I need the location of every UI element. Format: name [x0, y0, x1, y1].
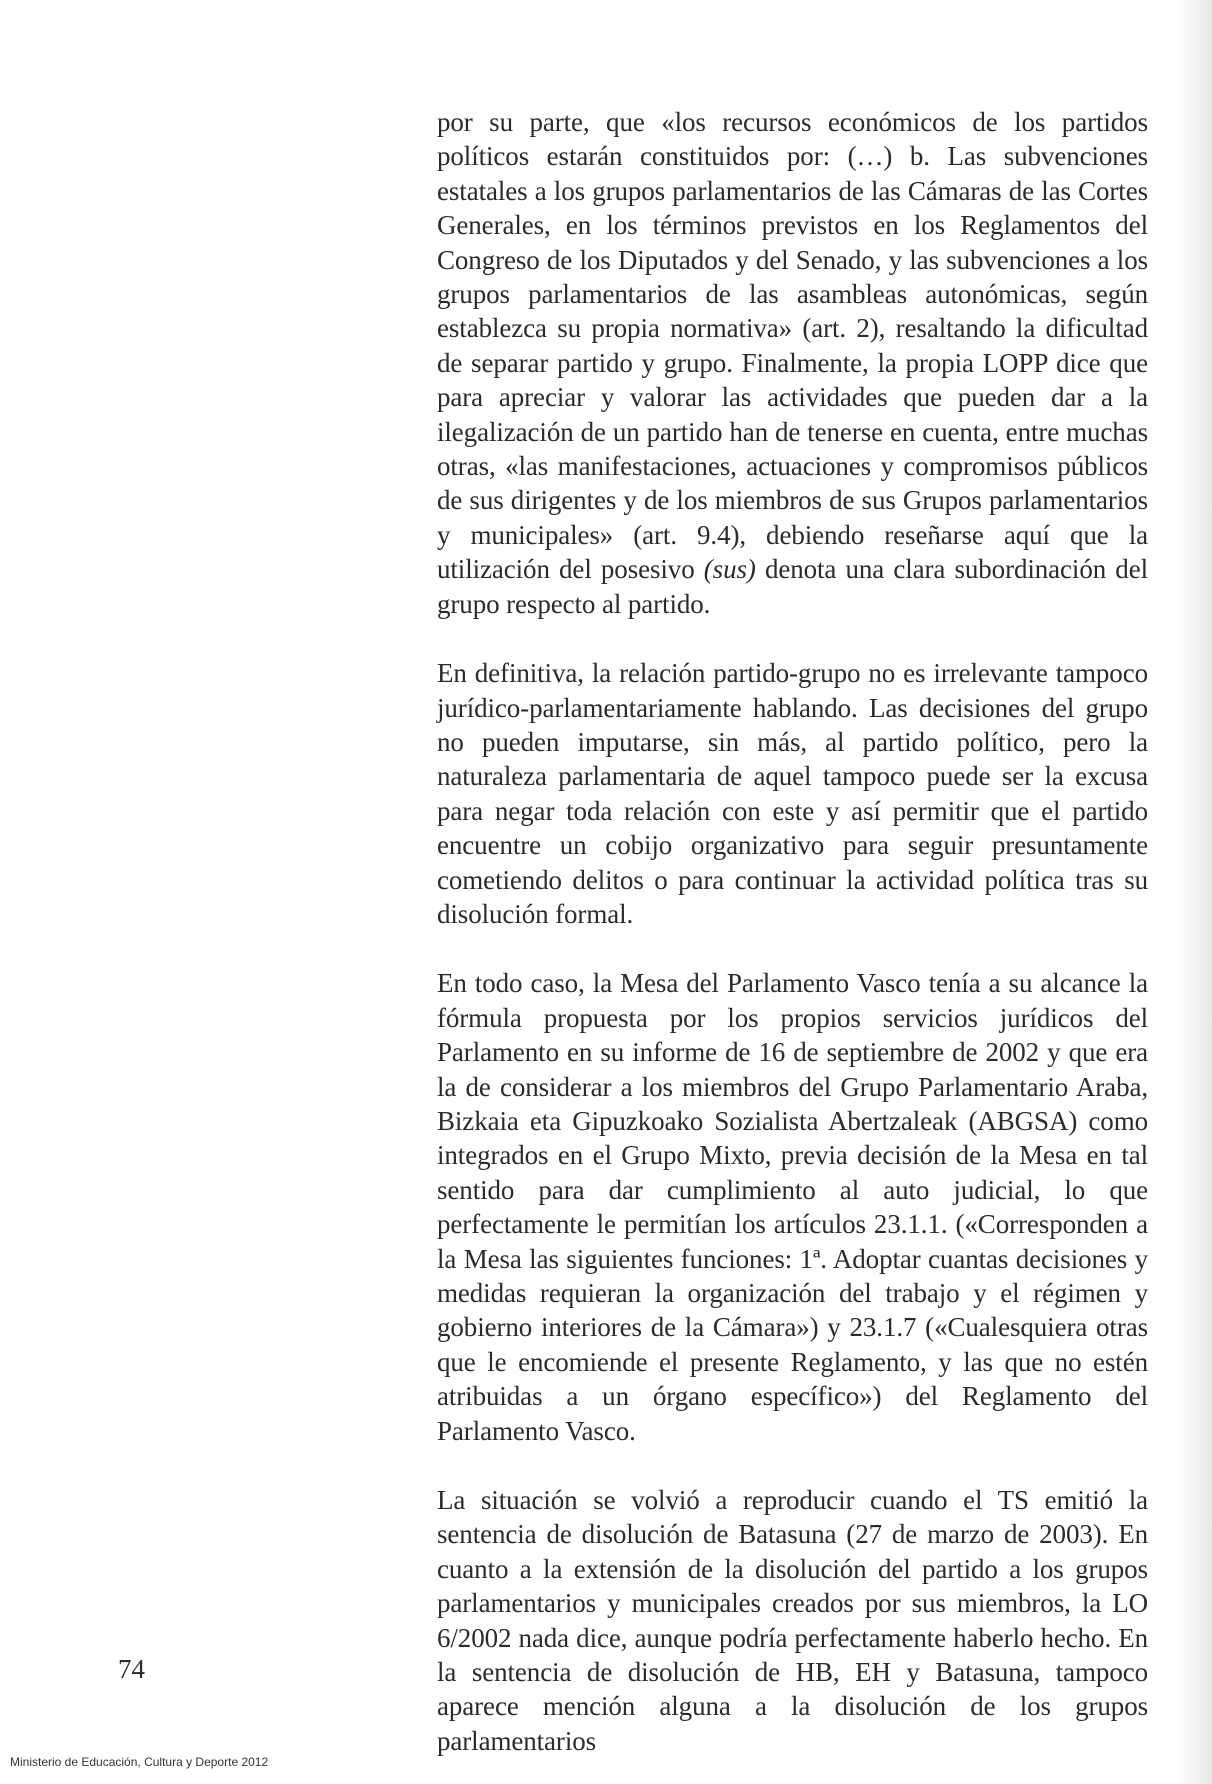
page-number: 74	[118, 1654, 145, 1684]
paragraph-1	[437, 105, 1148, 621]
paragraph-2: En definitiva, la relación partido-grupo no es irrelevante tampoco jurídico-parlamentariamente hablando. Las decisiones del grupo no pueden imputarse, sin más, al partido político, pero la naturaleza parlamentaria de aquel tampoco puede ser la excusa para negar toda relación con este y así permitir que el partido encuentre un cobijo organizativo para seguir presuntamente cometiendo delitos o para continuar la actividad política tras su disolución formal.	[437, 658, 1148, 929]
paragraph-1-text-start: por su parte, que «los recursos económicos de los partidos políticos estarán constituidos por: (…) b. Las subvenciones estatales a los grupos parlamentarios de las Cámaras de las Cortes Generales, en los términos previstos en los Reglamentos del Congreso de los Diputados y del Senado, y las subvenciones a los grupos parlamentarios de las asambleas autonómicas, según establezca su propia normativa» (art. 2), resaltando la dificultad de separar partido y grupo. Finalmente, la propia LOPP dice que para apreciar y valorar las actividades que pueden dar a la ilegalización de un partido han de tenerse en cuenta, entre muchas otras, «las manifestaciones, actuaciones y compromisos públicos de sus dirigentes y de los miembros de sus Grupos parlamentarios y municipales» (art. 9.4), debiendo reseñarse aquí que la utilización del posesivo	[437, 107, 1148, 585]
footer-credit: Ministerio de Educación, Cultura y Deporte 2012	[10, 1755, 269, 1769]
paragraph-4: La situación se volvió a reproducir cuando el TS emitió la sentencia de disolución de Batasuna (27 de marzo de 2003). En cuanto a la extensión de la disolución del partido a los grupos parlamentarios y municipales creados por sus miembros, la LO 6/2002 nada dice, aunque podría perfectamente haberlo hecho. En la sentencia de disolución de HB, EH y Batasuna, tampoco aparece mención alguna a la disolución de los grupos parlamentarios	[437, 1485, 1148, 1756]
paragraph-1-emphasis: (sus)	[703, 554, 756, 585]
paragraph-1-text-end: denota una clara subordinación del grupo respecto al partido.	[437, 554, 1148, 619]
page-edge-shadow	[1178, 0, 1212, 1784]
paragraph-3: En todo caso, la Mesa del Parlamento Vasco tenía a su alcance la fórmula propuesta por los propios servicios jurídicos del Parlamento en su informe de 16 de septiembre de 2002 y que era la de considerar a los miembros del Grupo Parlamentario Araba, Bizkaia eta Gipuzkoako Sozialista Abertzaleak (ABGSA) como integrados en el Grupo Mixto, previa decisión de la Mesa en tal sentido para dar cumplimiento al auto judicial, lo que perfectamente le permitían los artículos 23.1.1. («Corresponden a la Mesa las siguientes funciones: 1ª. Adoptar cuantas decisiones y medidas requieran la organización del trabajo y el régimen y gobierno interiores de la Cámara») y 23.1.7 («Cualesquiera otras que le encomiende el presente Reglamento, y las que no estén atribuidas a un órgano específico») del Reglamento del Parlamento Vasco.	[437, 968, 1148, 1446]
body-text	[437, 105, 1148, 1758]
